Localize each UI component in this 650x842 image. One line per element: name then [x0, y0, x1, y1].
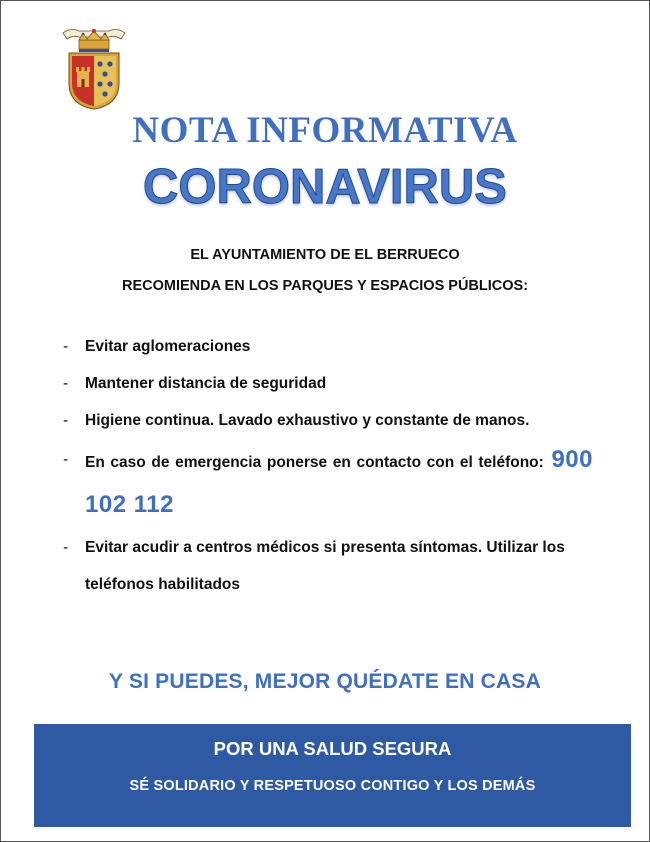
list-item-text: Evitar acudir a centros médicos si presenta síntomas. Utilizar los teléfonos habilitados	[85, 539, 565, 593]
title-coronavirus: CORONAVIRUS	[143, 160, 507, 214]
coat-of-arms-icon	[61, 23, 127, 111]
banner-subtitle: SÉ SOLIDARIO Y RESPETUOSO CONTIGO Y LOS DEMÁS	[129, 778, 536, 794]
list-item	[63, 328, 593, 365]
banner-title: POR UNA SALUD SEGURA	[213, 738, 452, 759]
list-item-text: Higiene continua. Lavado exhaustivo y constante de manos.	[85, 412, 530, 429]
recommendations-list	[63, 328, 593, 603]
emergency-phone-number: 900 102 112	[85, 446, 593, 518]
list-dash: -	[63, 539, 69, 556]
footer-banner	[34, 724, 631, 827]
list-item-text: Mantener distancia de seguridad	[85, 375, 327, 392]
list-item	[63, 529, 593, 603]
list-dash: -	[63, 412, 69, 429]
stay-home-slogan: Y SI PUEDES, MEJOR QUÉDATE EN CASA	[109, 670, 541, 693]
intro-line-2: RECOMIENDA EN LOS PARQUES Y ESPACIOS PÚBLICOS:	[121, 278, 529, 294]
list-item	[63, 439, 593, 529]
list-item-text: En caso de emergencia ponerse en contacto con el teléfono:	[85, 454, 544, 471]
list-item-text: Evitar aglomeraciones	[85, 338, 251, 355]
intro-line-1: EL AYUNTAMIENTO DE EL BERRUECO	[190, 247, 460, 263]
list-item	[63, 402, 593, 439]
list-item	[63, 365, 593, 402]
list-dash: -	[63, 451, 69, 468]
list-dash: -	[63, 375, 69, 392]
list-dash: -	[63, 338, 69, 355]
title-nota-informativa: NOTA INFORMATIVA	[132, 110, 518, 151]
